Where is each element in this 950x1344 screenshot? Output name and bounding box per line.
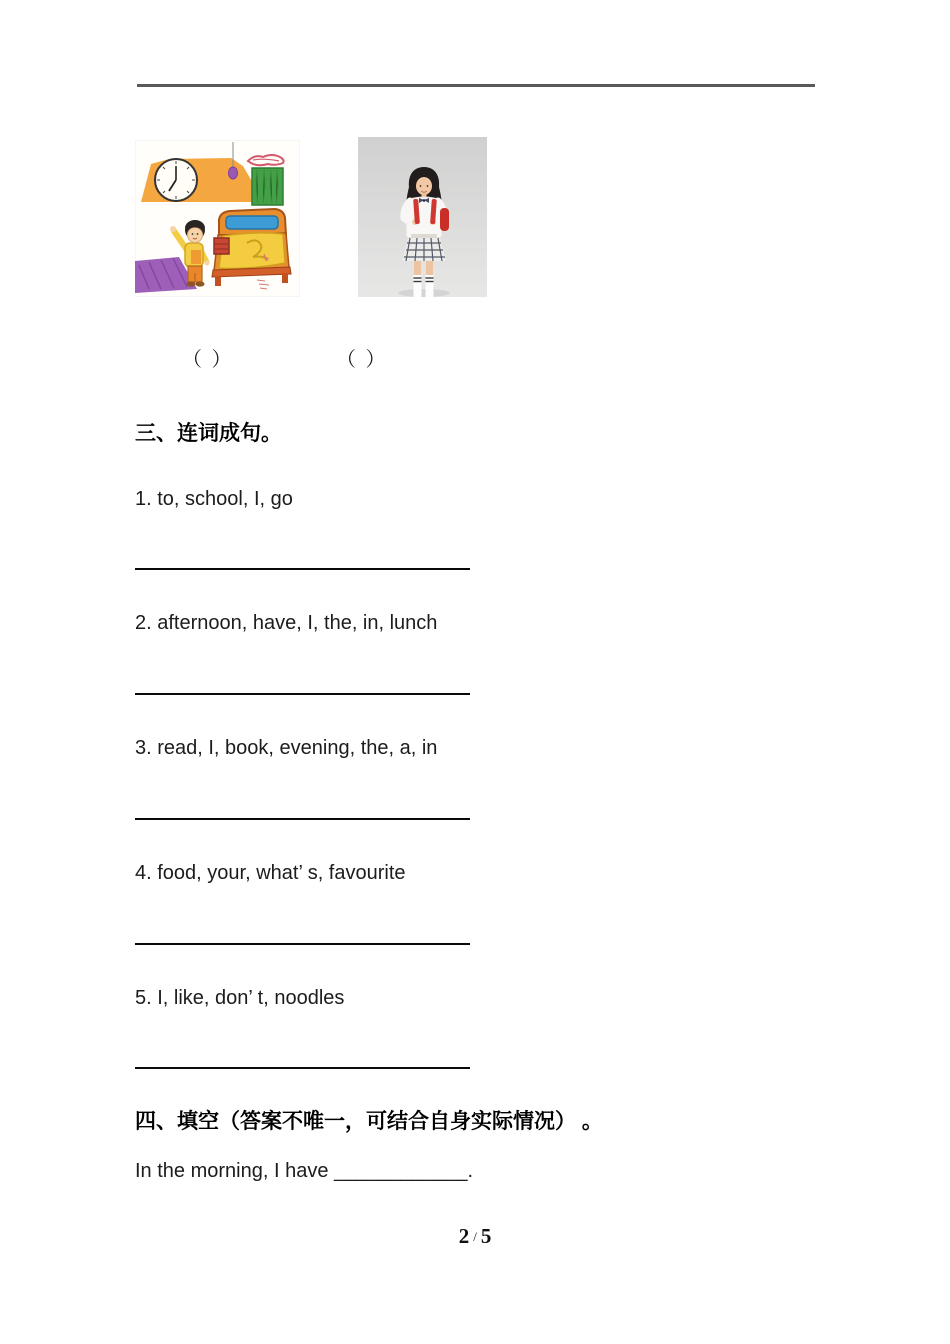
pillow — [226, 216, 278, 229]
header-rule — [137, 84, 815, 87]
question-item-5: 5. I, like, don’ t, noodles — [135, 987, 345, 1009]
hanging-toy — [229, 167, 238, 179]
fill-in-sentence: In the morning, I have ____________. — [135, 1160, 474, 1182]
page-number-current: 2 — [458, 1224, 470, 1248]
question-item-4: 4. food, your, what’ s, favourite — [135, 862, 406, 884]
page-number-separator: / — [473, 1229, 477, 1244]
section-three-heading: 三、连词成句。 — [135, 422, 282, 445]
answer-line-3 — [135, 818, 470, 820]
answer-line-5 — [135, 1067, 470, 1069]
page-footer — [0, 1224, 950, 1249]
answer-bracket-right: （ ） — [336, 349, 388, 371]
question-item-3: 3. read, I, book, evening, the, a, in — [135, 737, 438, 759]
answer-bracket-left: （ ） — [182, 349, 234, 371]
question-item-1: 1. to, school, I, go — [135, 488, 293, 510]
section-four-heading: 四、填空（答案不唯一，可结合自身实际情况） 。 — [135, 1110, 603, 1133]
drawing-child-waking-up — [135, 140, 300, 297]
nightstand — [214, 238, 229, 254]
question-item-2: 2. afternoon, have, I, the, in, lunch — [135, 612, 438, 634]
answer-line-4 — [135, 943, 470, 945]
page-number-total: 5 — [480, 1224, 492, 1248]
answer-line-1 — [135, 568, 470, 570]
backpack — [440, 208, 449, 231]
photo-girl-school-uniform — [358, 137, 487, 297]
answer-line-2 — [135, 693, 470, 695]
